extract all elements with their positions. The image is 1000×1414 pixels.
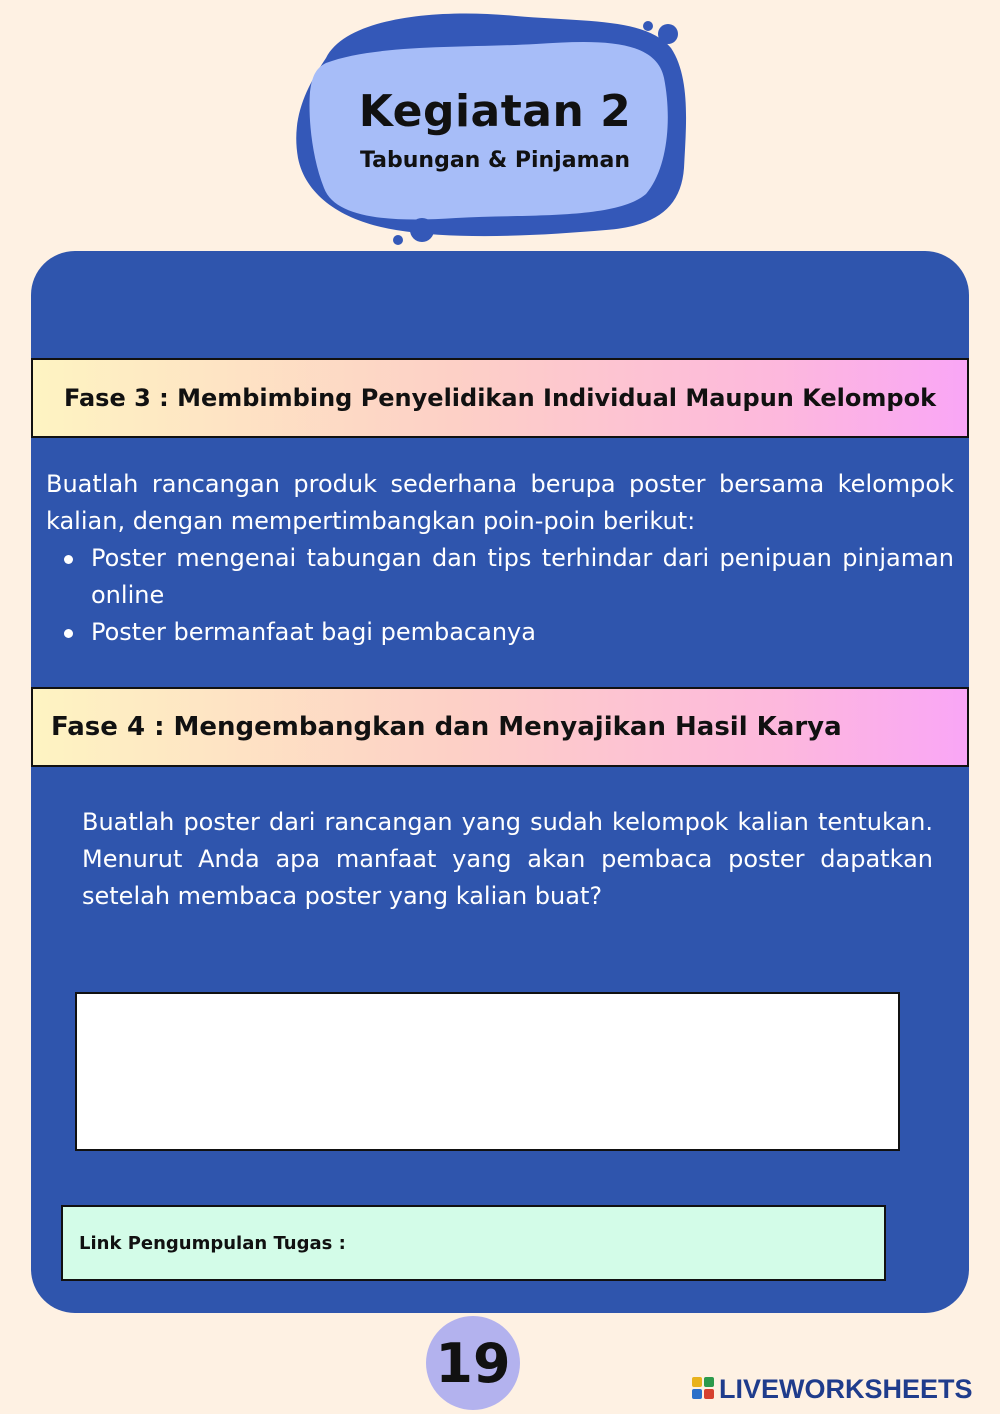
page-number-badge xyxy=(426,1316,520,1410)
liveworksheets-logo-icon xyxy=(692,1377,716,1401)
blob-dot xyxy=(658,24,678,44)
phase3-heading-bar xyxy=(31,358,969,438)
page-number: 19 xyxy=(435,1331,511,1395)
blob-dot xyxy=(410,218,434,242)
brand-name: LIVEWORKSHEETS xyxy=(719,1373,973,1404)
phase3-title: Fase 3 : Membimbing Penyelidikan Individual Maupun Kelompok xyxy=(63,384,937,412)
phase3-intro: Buatlah rancangan produk sederhana berupa poster bersama kelompok kalian, dengan mempertimbangkan poin-poin berikut: xyxy=(46,470,954,535)
phase4-title: Fase 4 : Mengembangkan dan Menyajikan Hasil Karya xyxy=(51,712,842,742)
phase4-task: Buatlah poster dari rancangan yang sudah kelompok kalian tentukan. Menurut Anda apa manfaat yang akan pembaca poster dapatkan setelah membaca poster yang kalian buat? xyxy=(82,808,933,910)
blob-dot xyxy=(393,235,403,245)
list-item xyxy=(46,614,954,651)
list-item xyxy=(46,540,954,614)
bullet-text: Poster bermanfaat bagi pembacanya xyxy=(91,618,536,646)
page-subtitle: Tabungan & Pinjaman xyxy=(360,148,630,173)
bullet-icon xyxy=(64,555,73,564)
phase4-heading-bar xyxy=(31,687,969,767)
bullet-text: Poster mengenai tabungan dan tips terhindar dari penipuan pinjaman online xyxy=(91,544,954,609)
phase3-bullet-list xyxy=(46,540,954,651)
answer-input[interactable] xyxy=(75,992,900,1151)
submission-link-label: Link Pengumpulan Tugas : xyxy=(79,1232,346,1254)
bullet-icon xyxy=(64,629,73,638)
blob-dot xyxy=(643,21,653,31)
page-title: Kegiatan 2 xyxy=(358,86,632,137)
submission-link-field[interactable] xyxy=(61,1205,886,1281)
liveworksheets-brand xyxy=(692,1372,973,1406)
